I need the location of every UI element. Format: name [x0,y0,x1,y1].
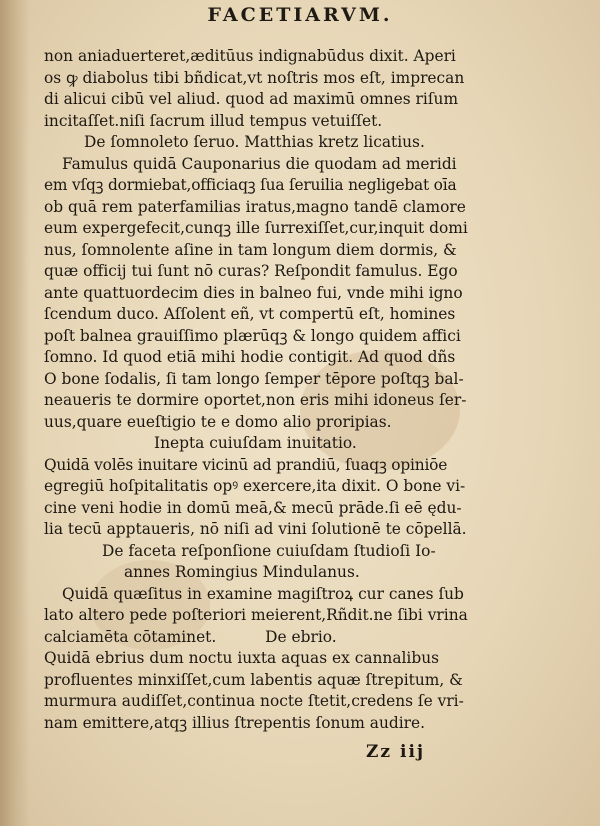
text-line: ſcendum duco. Aſſolent eñ, vt compertū eſt, homines [44,305,456,323]
text-line: ante quattuordecim dies in balneo fui, vnde mihi igno [44,283,463,302]
text-line: profluentes minxiſſet,cum labentis aquæ ſtrepitum, & [44,670,463,689]
signature-mark: Zz iij [366,742,426,762]
text-line: poſt balnea grauiſſimo plærūqꝫ & longo quidem affici [44,326,461,345]
body-text [44,46,488,734]
text-line: egregiū hoſpitalitatis opꝰ exercere,ita dixit. O bone vi- [44,477,466,495]
text-line: Quidā quæſitus in examine magiſtroꝝ cur canes ſub [62,584,464,603]
text-line: non aniaduerteret,æditūus indignabūdus dixit. Aperi [44,47,456,65]
text-line: Famulus quidā Cauponarius die quodam ad meridi [62,154,457,173]
text-line: ob quā rem paterfamilias iratus,magno tandē clamore [44,197,466,216]
text-line: ſomno. Id quod etiā mihi hodie contigit. Ad quod dñs [44,348,456,366]
section-heading: annes Romingius Mindulanus. [124,563,360,581]
text-line: neaueris te dormire oportet,non eris mihi idoneus ſer- [44,391,467,409]
section-heading: De faceta reſponſione cuiuſdam ſtudioſi Io- [102,541,436,560]
text-line: em vſqꝫ dormiebat,officiaqꝫ ſua ſeruilia negligebat oīa [44,176,457,194]
text-line: di alicui cibū vel aliud. quod ad maximū omnes riſum [44,90,459,108]
text-line: incitaſſet.niſi ſacrum illud tempus vetuiſſet. [44,111,383,130]
section-heading: Inepta cuiuſdam inuitatio. [154,434,357,452]
text-line: eum expergefecit,cunqꝫ ille ſurrexiſſet,cur,inquit domi [44,219,468,237]
text-line: nus, ſomnolente aſine in tam longum diem dormis, & [44,240,457,259]
text-line: cine veni hodie in domū meā,& mecū prāde.ſi eē ędu- [44,498,462,517]
section-heading: De ſomnoleto ſeruo. Matthias kretz licatius. [84,133,425,151]
text-line: lato altero pede poſteriori meierent,Rñdit.ne ſibi vrina [44,606,468,624]
text-line: quæ officij tui ſunt nō curas? Reſpondit famulus. Ego [44,262,458,280]
text-line: calciamēta cōtaminet. De ebrio. [44,627,337,646]
running-head: FACETIARVM. [207,4,393,26]
text-line: Quidā volēs inuitare vicinū ad prandiū, ſuaqꝫ opiniōe [44,455,448,474]
text-line: O bone ſodalis, ſi tam longo ſemper tēpore poſtqꝫ bal- [44,369,464,388]
text-line: lia tecū apptaueris, nō niſi ad vini ſolutionē te cōpellā. [44,520,467,538]
text-line: uus,quare eueſtigio te e domo alio proripias. [44,412,392,431]
text-line: murmura audiſſet,continua nocte ſtetit,credens ſe vri- [44,692,464,710]
text-line: nam emittere,atqꝫ illius ſtrepentis ſonum audire. [44,713,426,732]
page-gutter-shadow [0,0,30,826]
text-line: os ꝙ diabolus tibi bñdicat,vt noſtris mos eſt, imprecan [44,68,465,87]
text-line: Quidā ebrius dum noctu iuxta aquas ex cannalibus [44,649,440,667]
